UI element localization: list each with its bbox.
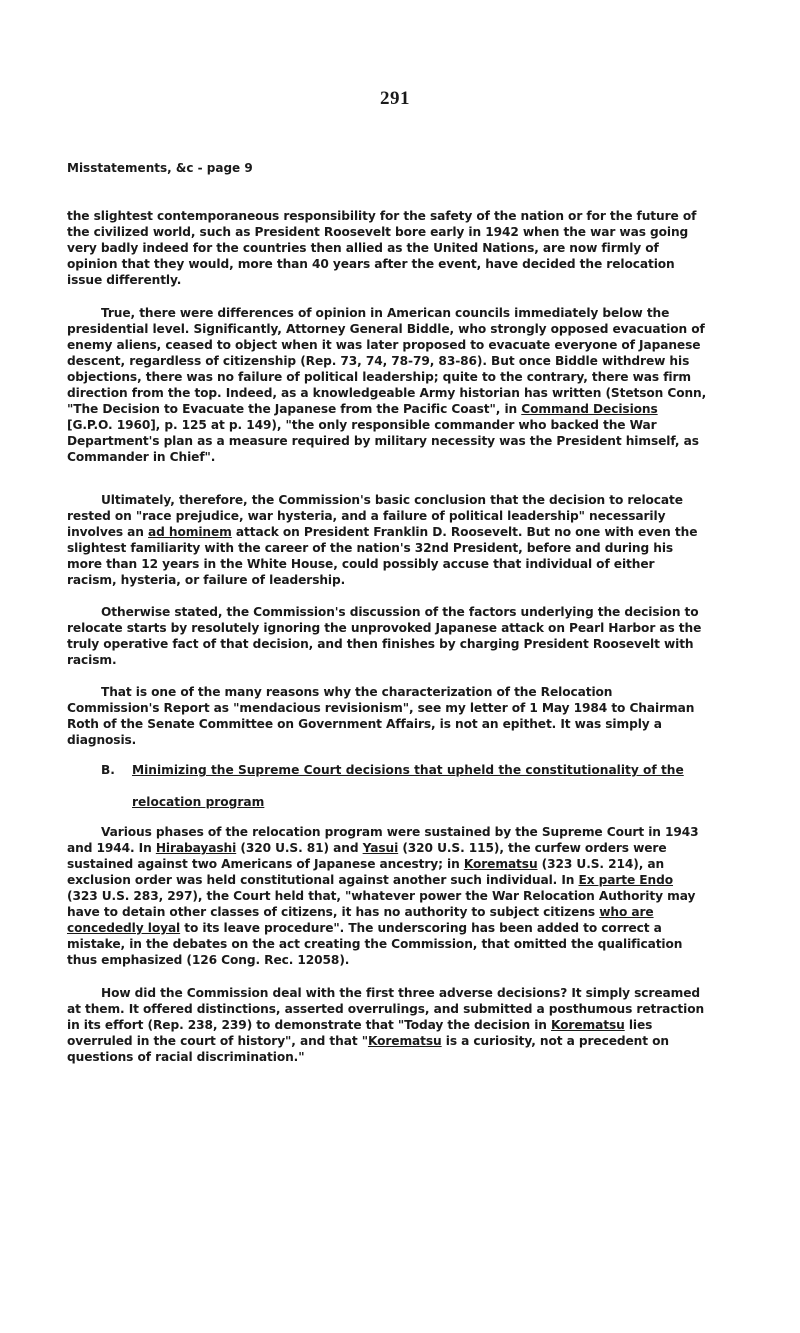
paragraph-3-text-a: Ultimately, therefore, the Commission's basic conclusion that the decision to relocate rested on "race prejudice, war hysteria, and a failure of political leadership" necessarily involves an: [67, 493, 683, 539]
case-korematsu-ref-2: Korematsu: [367, 1034, 442, 1048]
paragraph-7-text-a: How did the Commission deal with the first three adverse decisions? It simply screamed at them. It offered distinctions, asserted overrulings, and submitted a posthumous retraction in its effort (Rep. 238, 239) to demonstrate that "Today the decision in: [67, 986, 705, 1032]
paragraph-2-text-a: True, there were differences of opinion in American councils immediately below the presidential level. Significantly, Attorney General Biddle, who strongly opposed evacuation of enemy aliens, ceased to object when it was later proposed to evacuate everyone of Japanese descent, regardless of citizenship (Rep. 73, 74, 78-79, 83-86). But once Biddle withdrew his objections, there was no failure of political leadership; quite to the contrary, there was firm direction from the top. Indeed, as a knowledgeable Army historian has written (Stetson Conn, "The Decision to Evacuate the Japanese from the Pacific Coast", in: [67, 306, 707, 416]
case-yasui: Yasui: [362, 841, 399, 855]
paragraph-6-text-d: (323 U.S. 214), an exclusion order was held constitutional against another such individual. In: [67, 857, 665, 887]
case-korematsu: Korematsu: [463, 857, 538, 871]
paragraph-4: [67, 604, 707, 668]
paragraph-2-text-b: [G.P.O. 1960], p. 125 at p. 149), "the only responsible commander who backed the War Department's plan as a measure required by military necessity was the President himself, as Commander in Chief".: [67, 418, 699, 464]
section-heading-b: [101, 762, 701, 810]
section-title-line-1: Minimizing the Supreme Court decisions that upheld the constitutionality of the: [132, 763, 684, 777]
paragraph-3-text-b: attack on President Franklin D. Roosevelt. But no one with even the slightest familiarity with the career of the nation's 32nd President, before and during his more than 12 years in the White House, could possibly accuse that individual of either racism, hysteria, or failure of leadership.: [67, 525, 698, 587]
section-label: B.: [101, 763, 115, 777]
case-korematsu-ref-1: Korematsu: [551, 1018, 625, 1032]
term-ad-hominem: ad hominem: [148, 525, 232, 539]
page-number: 291: [380, 88, 410, 109]
paragraph-2: [67, 305, 707, 465]
section-title-line-2: relocation program: [132, 795, 265, 809]
paragraph-6-text-a: Various phases of the relocation program were sustained by the Supreme Court in 1943 and 1944. In: [67, 825, 699, 855]
paragraph-7: [67, 985, 707, 1065]
paragraph-5: [67, 684, 707, 748]
paragraph-7-text-b: lies overruled in the court of history", and that ": [67, 1018, 653, 1048]
citation-command-decisions: Command Decisions: [521, 402, 658, 416]
running-head: Misstatements, &c - page 9: [67, 161, 253, 175]
case-ex-parte-endo: Ex parte Endo: [578, 873, 674, 887]
paragraph-5-text: That is one of the many reasons why the characterization of the Relocation Commission's Report as "mendacious revisionism", see my letter of 1 May 1984 to Chairman Roth of the Senate Committee on Government Affairs, is not an epithet. It was simply a diagnosis.: [67, 685, 695, 747]
paragraph-6-text-f: to its leave procedure". The underscoring has been added to correct a mistake, in the debates on the act creating the Commission, that omitted the qualification thus emphasized (126 Cong. Rec. 12058).: [67, 921, 683, 967]
paragraph-3: [67, 492, 707, 588]
emphasis-concededly-loyal: who are concededly loyal: [67, 905, 654, 935]
case-hirabayashi: Hirabayashi: [155, 841, 237, 855]
paragraph-6: [67, 824, 707, 968]
paragraph-6-text-c: (320 U.S. 115), the curfew orders were sustained against two Americans of Japanese ancestry; in: [67, 841, 667, 871]
paragraph-4-text: Otherwise stated, the Commission's discussion of the factors underlying the decision to relocate starts by resolutely ignoring the unprovoked Japanese attack on Pearl Harbor as the truly operative fact of that decision, and then finishes by charging President Roosevelt with racism.: [67, 605, 702, 667]
paragraph-7-text-c: is a curiosity, not a precedent on questions of racial discrimination.": [67, 1034, 669, 1064]
paragraph-6-text-b: (320 U.S. 81) and: [236, 841, 363, 855]
paragraph-6-text-e: (323 U.S. 283, 297), the Court held that, "whatever power the War Relocation Authority may have to detain other classes of citizens, it has no authority to subject citizens: [67, 889, 696, 919]
paragraph-1: [67, 208, 707, 288]
paragraph-1-text: the slightest contemporaneous responsibility for the safety of the nation or for the future of the civilized world, such as President Roosevelt bore early in 1942 when the war was going very badly indeed for the countries then allied as the United Nations, are now firmly of opinion that they would, more than 40 years after the event, have decided the relocation issue differently.: [67, 209, 697, 287]
